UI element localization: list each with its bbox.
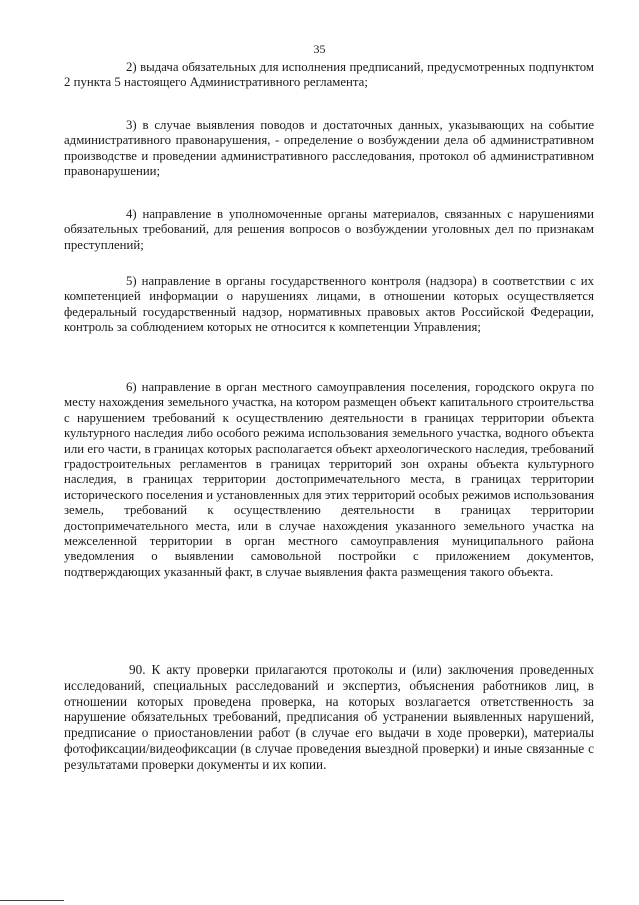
paragraph-item-90: 90. К акту проверки прилагаются протоколы и (или) заключения проведенных исследований, специальных расследований и экспертиз, объяснения работников лиц, в отношении которых проведена проверка, на которых возлагается ответственность за нарушение обязательных требований, предписания об устранении выявленных нарушений, предписание о приостановлении работ (в случае его выдачи в ходе проверки), материалы фотофиксации/видеофиксации (в случае проведения выездной проверки) и иные связанные с результатами проверки документы и их копии. [64, 662, 594, 772]
paragraph-item-3: 3) в случае выявления поводов и достаточных данных, указывающих на событие административного правонарушения, - определение о возбуждении дела об административном производстве и проведении административного расследования, протокол об административном правонарушении; [64, 118, 594, 179]
paragraph-item-5: 5) направление в органы государственного контроля (надзора) в соответствии с их компетенцией информации о нарушениях лицами, в отношении которых осуществляется федеральный государственный надзор, нормативных правовых актов Российской Федерации, контроль за соблюдением которых не относится к компетенции Управления; [64, 274, 594, 335]
paragraph-item-2: 2) выдача обязательных для исполнения предписаний, предусмотренных подпунктом 2 пункта 5 настоящего Административного регламента; [64, 60, 594, 90]
paragraph-item-4: 4) направление в уполномоченные органы материалов, связанных с нарушениями обязательных требований, для решения вопросов о возбуждении уголовных дел по признакам преступлений; [64, 207, 594, 252]
page-number: 35 [313, 42, 326, 56]
footnote-separator [0, 900, 64, 901]
paragraph-item-6: 6) направление в орган местного самоуправления поселения, городского округа по месту нахождения земельного участка, на котором размещен объект капитального строительства с нарушением требований к осуществлению деятельности в границах территории объекта культурного наследия либо особого режима использования земельного участка, водного объекта или его части, в границах которых располагается объект археологического наследия, требований градостроительных регламентов в границах территорий зон охраны объекта культурного наследия, в границах территории достопримечательного места, в границах территории исторического поселения и установленных для этих территорий особых режимов использования земель, требований к осуществлению деятельности в границах территории достопримечательного места, или в случае нахождения указанного земельного участка на межселенной территории в орган местного самоуправления муниципального района уведомления о выявлении самовольной постройки с приложением документов, подтверждающих указанный факт, в случае выявления факта размещения такого объекта. [64, 380, 594, 579]
